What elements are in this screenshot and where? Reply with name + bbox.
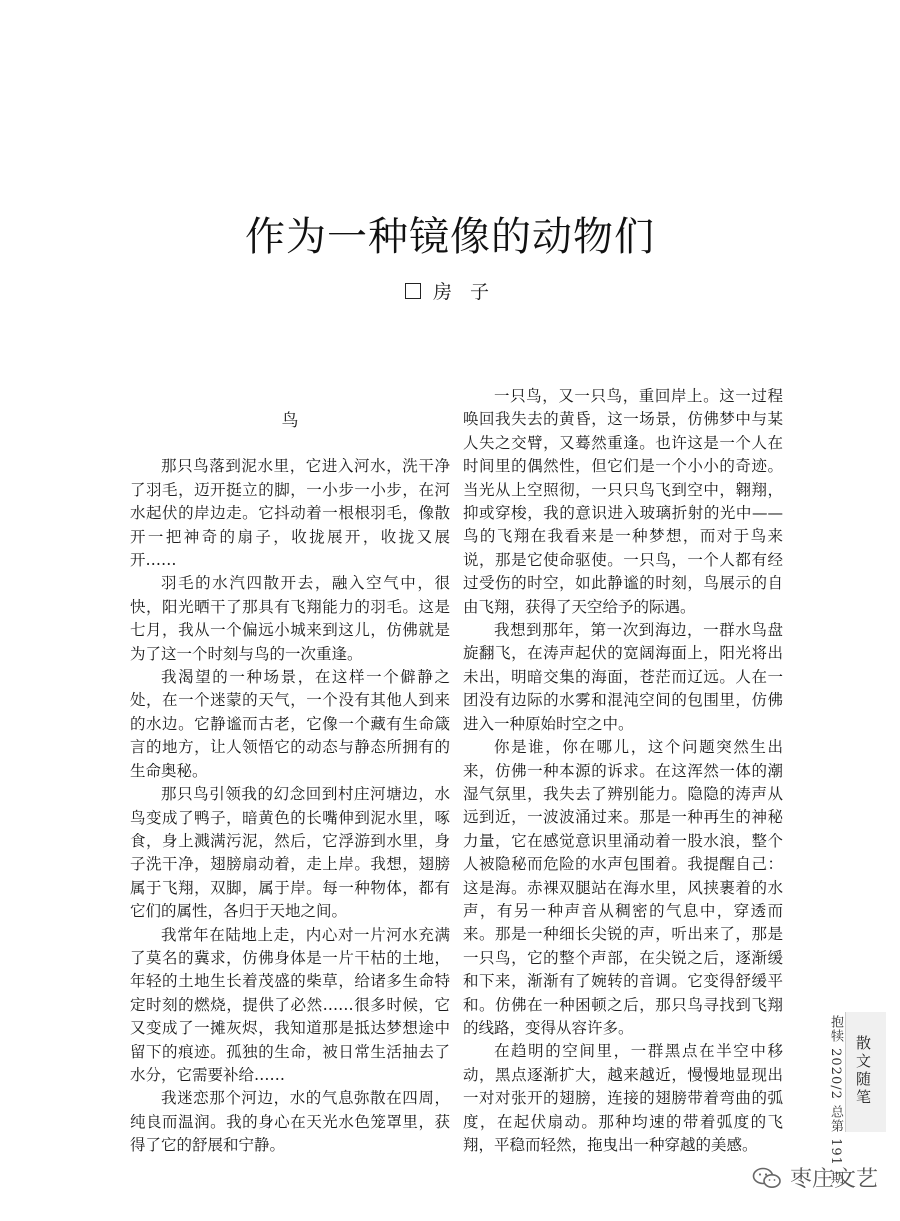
paragraph: 我迷恋那个河边，水的气息弥散在四周，纯良而温润。我的身心在天光水色笼罩里，获得了它的舒展和宁静。 [130, 1089, 450, 1155]
author-name: 房 子 [432, 281, 496, 303]
watermark-text: 枣庄文艺 [790, 1167, 879, 1192]
square-marker-icon [405, 283, 421, 299]
paragraph: 在趋明的空间里，一群黑点在半空中移动，黑点逐渐扩大，越来越近，慢慢地显现出一对对张开的翅膀，连接的翅膀带着弯曲的弧度，在起伏扇动。那种均速的带着弧度的飞翔，平稳而轻然，拖曳出一种穿越的美感。 [463, 1042, 783, 1154]
paragraph: 你是谁，你在哪儿，这个问题突然生出来，仿佛一种本源的诉求。在这浑然一体的潮湿气氛里，我失去了辨别能力。隐隐的涛声从远到近，一波波涌过来。那是一种再生的神秘力量，它在感觉意识里涌动着一股水浪，整个人被隐秘而危险的水声包围着。我提醒自己：这是海。赤裸双腿站在海水里，风挟裹着的水声，有另一种声音从稠密的气息中，穿透而来。那是一种细长尖锐的声，听出来了，那是一只鸟，它的整个声部，在尖锐之后，逐渐缓和下来，渐渐有了婉转的音调。它变得舒缓平和。仿佛在一种困顿之后，那只鸟寻找到飞翔的线路，变得从容许多。 [463, 738, 783, 1037]
left-column [130, 410, 450, 1158]
issue-info: 抱犊 2020/2 总第 191 期 [828, 1015, 843, 1186]
paragraph: 我想到那年，第一次到海边，一群水鸟盘旋翻飞，在涛声起伏的宽阔海面上，阳光将出未出，明暗交集的海面，苍茫而辽远。人在一团没有边际的水雾和混沌空间的包围里，仿佛进入一种原始时空之中。 [463, 621, 783, 733]
paragraph: 羽毛的水汽四散开去，融入空气中，很快，阳光晒干了那具有飞翔能力的羽毛。这是七月，我从一个偏远小城来到这儿，仿佛就是为了这一个时刻与鸟的一次重逢。 [130, 574, 450, 663]
paragraph: 我常年在陆地上走，内心对一片河水充满了莫名的冀求，仿佛身体是一片干枯的土地，年轻的土地生长着茂盛的柴草，给诸多生命特定时刻的燃烧，提供了必然……很多时候，它又变成了一摊灰烬，我知道那是抵达梦想途中留下的痕迹。孤独的生命，被日常生活抽去了水分，它需要补给…… [130, 925, 450, 1084]
right-column [463, 385, 783, 1157]
watermark [752, 1162, 878, 1193]
article-title: 作为一种镜像的动物们 [245, 214, 655, 260]
article-author [0, 277, 900, 304]
paragraph: 那只鸟落到泥水里，它进入河水，洗干净了羽毛，迈开挺立的脚，一小步一小步，在河水起伏的岸边走。它抖动着一根根羽毛，像散开一把神奇的扇子，收拢展开，收拢又展开…… [130, 457, 450, 570]
paragraph: 那只鸟引领我的幻念回到村庄河塘边，水鸟变成了鸭子，暗黄色的长嘴伸到泥水里，啄食，身上溅满污泥，然后，它浮游到水里，身子洗干净，翅膀扇动着，走上岸。我想，翅膀属于飞翔，双脚，属于岸。每一种物体，都有它们的属性，各归于天地之间。 [130, 785, 450, 921]
paragraph: 一只鸟，又一只鸟，重回岸上。这一过程唤回我失去的黄昏，这一场景，仿佛梦中与某人失之交臂，又蓦然重逢。也许这是一个人在时间里的偶然性，但它们是一个小小的奇迹。当光从上空照彻，一只只鸟飞到空中，翱翔，抑或穿梭，我的意识进入玻璃折射的光中——鸟的飞翔在我看来是一种梦想，而对于鸟来说，那是它使命驱使。一只鸟，一个人都有经过受伤的时空，如此静谧的时刻，鸟展示的自由飞翔，获得了天空给予的际遇。 [463, 387, 783, 616]
paragraph: 我渴望的一种场景，在这样一个僻静之处，在一个迷蒙的天气，一个没有其他人到来的水边。它静谧而古老，它像一个藏有生命箴言的地方，让人领悟它的动态与静态所拥有的生命奥秘。 [130, 668, 450, 780]
column-name: 散文随笔 [854, 1035, 872, 1107]
section-heading: 鸟 [281, 411, 299, 431]
wechat-icon [752, 1166, 782, 1190]
